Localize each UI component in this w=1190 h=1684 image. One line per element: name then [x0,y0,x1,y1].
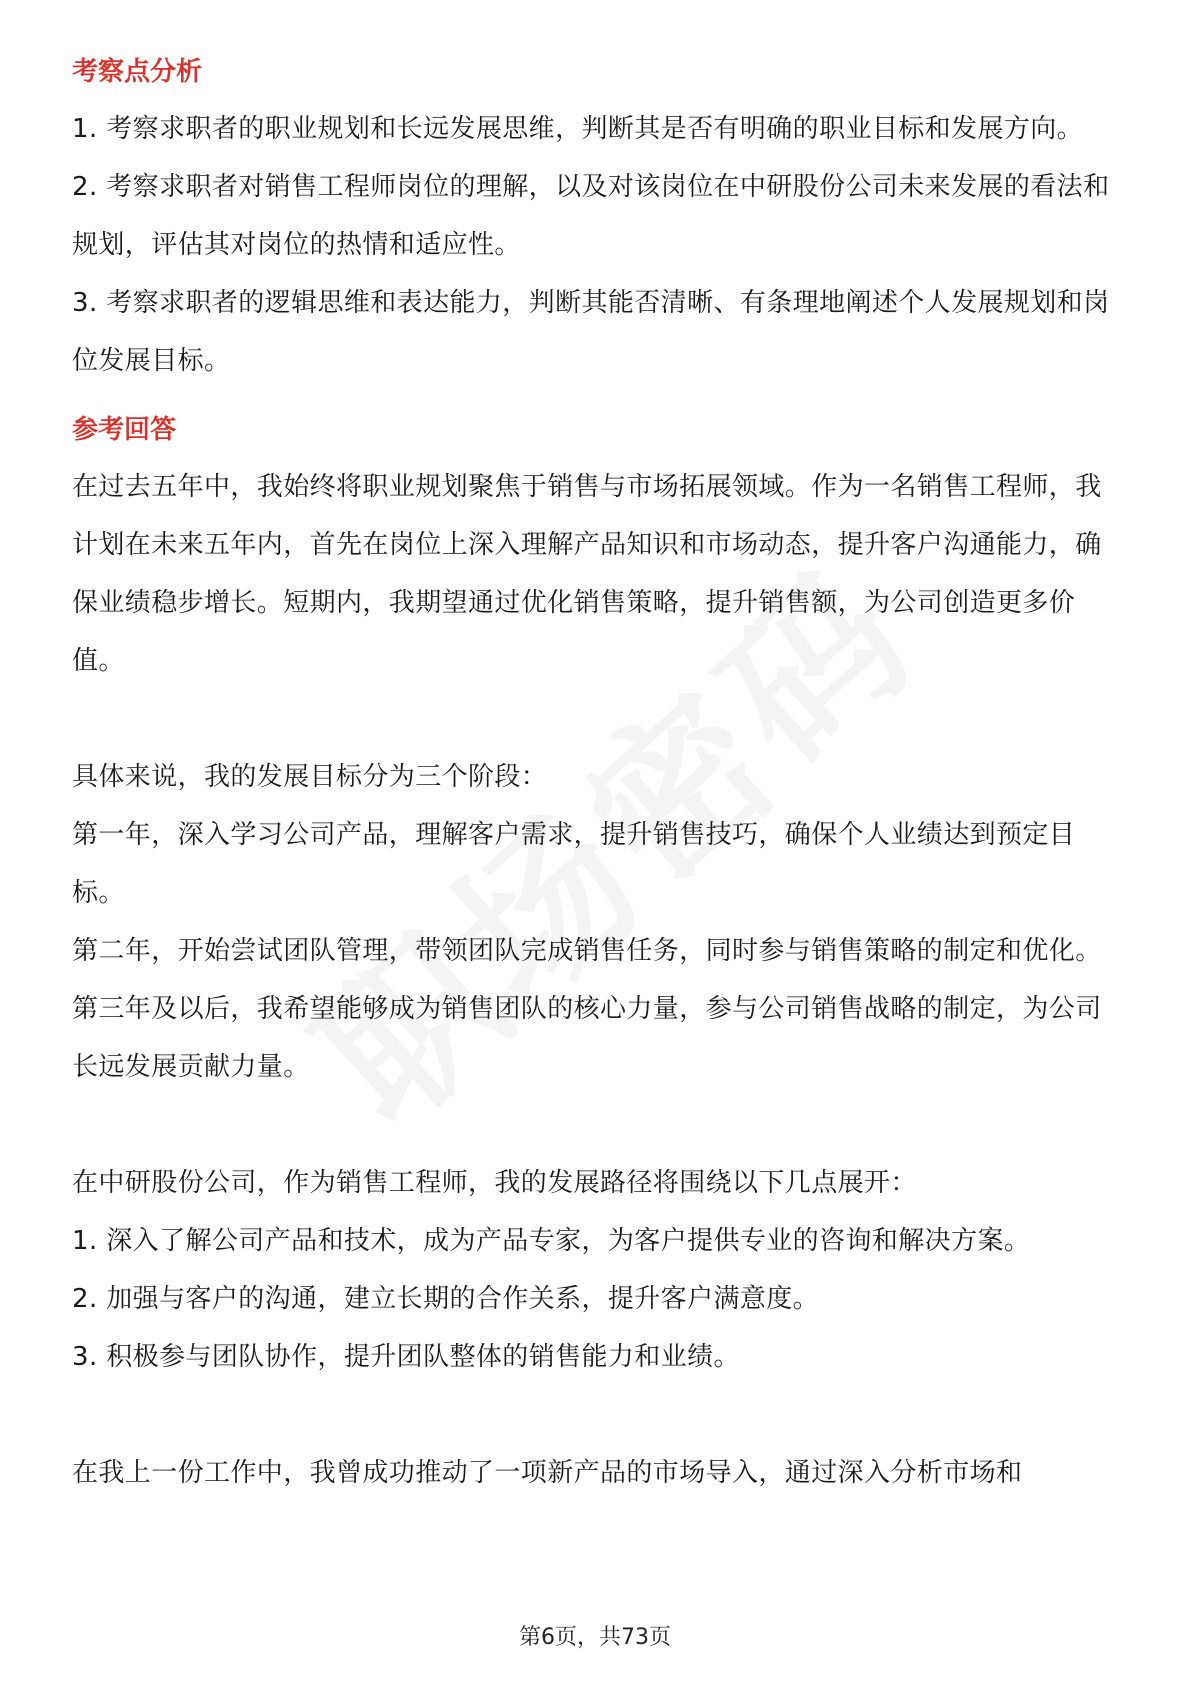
analysis-point-1: 1. 考察求职者的职业规划和长远发展思维，判断其是否有明确的职业目标和发展方向。 [72,114,1084,144]
analysis-point-3: 3. 考察求职者的逻辑思维和表达能力，判断其能否清晰、有条理地阐述个人发展规划和岗位发展目标。 [72,288,1110,376]
page-number: 第6页，共73页 [519,1625,671,1650]
answer-paragraph: 第一年，深入学习公司产品，理解客户需求，提升销售技巧，确保个人业绩达到预定目标。 [72,820,1076,908]
answer-paragraph: 在我上一份工作中，我曾成功推动了一项新产品的市场导入，通过深入分析市场和 [72,1458,1023,1488]
answer-paragraph: 具体来说，我的发展目标分为三个阶段： [72,762,548,792]
section-heading-answer: 参考回答 [72,415,177,445]
answer-paragraph: 在中研股份公司，作为销售工程师，我的发展路径将围绕以下几点展开： [72,1168,917,1198]
answer-paragraph: 第二年，开始尝试团队管理，带领团队完成销售任务，同时参与销售策略的制定和优化。 [72,936,1102,966]
answer-list-item: 2. 加强与客户的沟通，建立长期的合作关系，提升客户满意度。 [72,1284,820,1314]
analysis-point-2: 2. 考察求职者对销售工程师岗位的理解，以及对该岗位在中研股份公司未来发展的看法和规划，评估其对岗位的热情和适应性。 [72,172,1110,260]
document-page [72,44,1118,1502]
answer-list-item: 1. 深入了解公司产品和技术，成为产品专家，为客户提供专业的咨询和解决方案。 [72,1226,1031,1256]
answer-paragraph: 在过去五年中，我始终将职业规划聚焦于销售与市场拓展领域。作为一名销售工程师，我计划在未来五年内，首先在岗位上深入理解产品知识和市场动态，提升客户沟通能力，确保业绩稳步增长。短期内，我期望通过优化销售策略，提升销售额，为公司创造更多价值。 [72,472,1102,676]
answer-list-item: 3. 积极参与团队协作，提升团队整体的销售能力和业绩。 [72,1342,740,1372]
answer-paragraph: 第三年及以后，我希望能够成为销售团队的核心力量，参与公司销售战略的制定，为公司长远发展贡献力量。 [72,994,1102,1082]
section-heading-analysis: 考察点分析 [72,57,203,87]
